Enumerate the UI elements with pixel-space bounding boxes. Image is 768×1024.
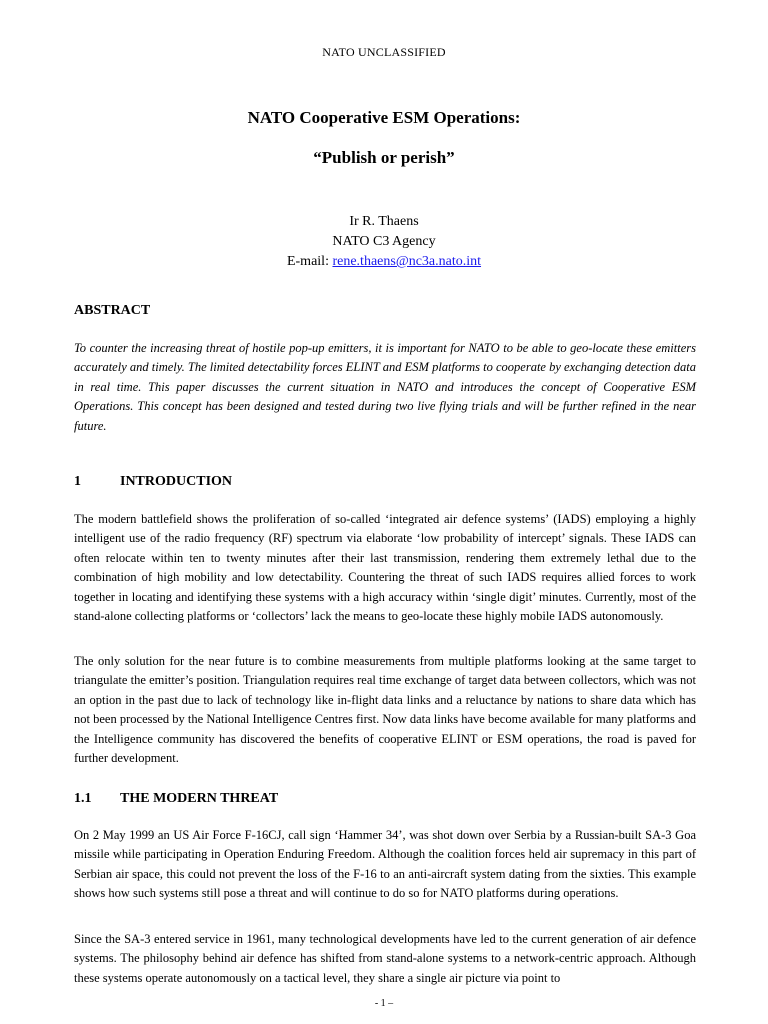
section-heading-introduction: [74, 474, 232, 490]
body-paragraph: On 2 May 1999 an US Air Force F-16CJ, call sign ‘Hammer 34’, was shot down over Serbia by a Russian-built SA-3 Goa missile while participating in Operation Enduring Freedom. Although the coalition forces held air supremacy in this part of Serbian air space, this could not prevent the loss of the F-16 to an anti-aircraft system dating from the sixties. This example shows how such systems still pose a threat and will continue to do so for NATO platforms during operations.: [74, 828, 696, 901]
section-heading-modern-threat: [74, 791, 278, 807]
section-title: INTRODUCTION: [120, 474, 233, 489]
email-link[interactable]: rene.thaens@nc3a.nato.int: [332, 254, 482, 269]
body-paragraph: The modern battlefield shows the proliferation of so-called ‘integrated air defence systems’ (IADS) employing a highly intelligent use of the radio frequency (RF) spectrum via elaborate ‘low probability of intercept’ signals. These IADS can often relocate within ten to twenty minutes after their last transmission, rendering them extremely lethal due to the combination of high mobility and low detectability. Countering the threat of such IADS requires allied forces to work together in locating and identifying these systems with a high accuracy within ‘single digit’ minutes. Currently, most of the stand-alone collecting platforms or ‘collectors’ lack the means to geo-locate these highly mobile IADS autonomously.: [74, 512, 696, 624]
body-paragraph: Since the SA-3 entered service in 1961, many technological developments have led to the current generation of air defence systems. The philosophy behind air defence has shifted from stand-alone systems to a network-centric approach. Although these systems operate autonomously on a tactical level, they share a single air picture via point to: [74, 932, 696, 985]
classification-header: NATO UNCLASSIFIED: [322, 45, 446, 59]
email-label: E-mail:: [286, 254, 333, 269]
body-paragraph: The only solution for the near future is to combine measurements from multiple platforms looking at the same target to triangulate the emitter’s position. Triangulation requires real time exchange of target data between collectors, which was not an option in the past due to lack of technology like in-flight data links and a reluctance by nations to share data which has not been processed by the National Intelligence Centres first. Now data links have become available for many platforms and the Intelligence community has discovered the benefits of cooperative ELINT or ESM operations, the road is paved for further development.: [74, 654, 696, 766]
abstract-text: To counter the increasing threat of hostile pop-up emitters, it is important for NATO to be able to geo-locate these emitters accurately and timely. The limited detectability forces ELINT and ESM platforms to cooperate by exchanging detection data in real time. This paper discusses the current situation in NATO and introduces the concept of Cooperative ESM Operations. This concept has been designed and tested during two live flying trials and will be further refined in the near future.: [74, 341, 696, 433]
abstract-heading: ABSTRACT: [74, 303, 151, 318]
author-organization: NATO C3 Agency: [332, 234, 436, 249]
section-number: 1.1: [74, 791, 92, 806]
section-number: 1: [74, 474, 81, 489]
section-title: THE MODERN THREAT: [120, 791, 279, 806]
page-number: - 1 –: [374, 998, 394, 1009]
author-name: Ir R. Thaens: [349, 214, 419, 229]
author-block: [0, 212, 768, 272]
paper-title: NATO Cooperative ESM Operations:: [247, 108, 521, 127]
paper-subtitle: “Publish or perish”: [313, 148, 455, 167]
author-email-line: [0, 252, 768, 272]
